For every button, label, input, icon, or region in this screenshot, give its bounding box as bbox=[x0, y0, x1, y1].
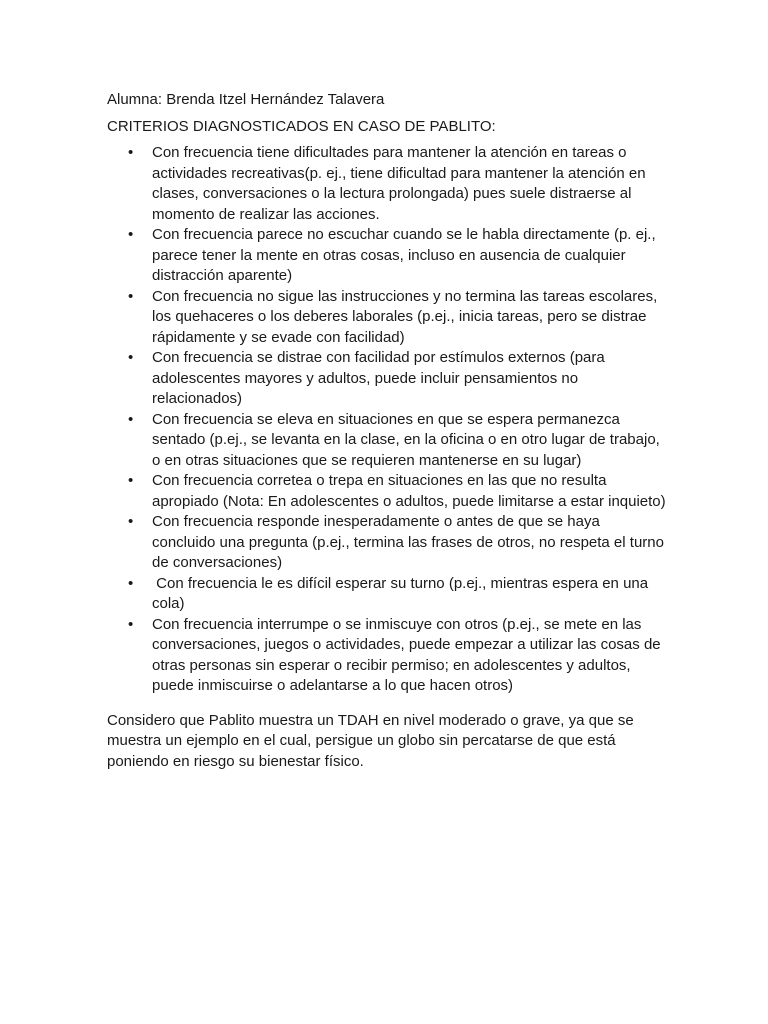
list-item bbox=[107, 574, 667, 615]
bullet-icon: • bbox=[128, 615, 134, 633]
list-item-text: Con frecuencia se eleva en situaciones en que se espera permanezca sentado (p.ej., se levanta en la clase, en la oficina o en otro lugar de trabajo, o en otras situaciones que se requieren mantenerse en su lugar) bbox=[152, 410, 660, 469]
list-item bbox=[107, 348, 667, 410]
bullet-icon: • bbox=[128, 349, 134, 366]
bullet-icon: • bbox=[128, 472, 134, 489]
list-item-text: Con frecuencia se distrae con facilidad por estímulos externos (para adolescentes mayores y adultos, puede incluir pensamientos no relacionados) bbox=[152, 349, 605, 407]
list-item-text: Con frecuencia corretea o trepa en situaciones en las que no resulta apropiado (Nota: En adolescentes o adultos, puede limitarse a estar inquieto) bbox=[152, 472, 666, 510]
list-item bbox=[107, 512, 667, 574]
conclusion-paragraph: Considero que Pablito muestra un TDAH en nivel moderado o grave, ya que se muestra un ejemplo en el cual, persigue un globo sin percatarse de que está poniendo en riesgo su bienestar físico. bbox=[107, 711, 634, 770]
list-item-text: Con frecuencia le es difícil esperar su turno (p.ej., mientras espera en una cola) bbox=[152, 574, 653, 612]
list-item bbox=[107, 410, 667, 472]
list-item-text: Con frecuencia parece no escuchar cuando se le habla directamente (p. ej., parece tener la mente en otras cosas, incluso en ausencia de cualquier distracción aparente) bbox=[152, 226, 656, 284]
list-item-text: Con frecuencia interrumpe o se inmiscuye con otros (p.ej., se mete en las conversaciones, juegos o actividades, puede empezar a utilizar las cosas de otras personas sin esperar o recibir permiso; en adolescentes y adultos, puede inmiscuirse o adelantarse a lo que hacen otros) bbox=[152, 615, 661, 694]
list-item bbox=[107, 615, 667, 697]
bullet-icon: • bbox=[128, 513, 134, 530]
list-item bbox=[107, 143, 667, 225]
list-item-text: Con frecuencia tiene dificultades para mantener la atención en tareas o actividades recreativas(p. ej., tiene dificultad para mantener la atención en clases, conversaciones o la lectura prolongada) pues suele distraerse al momento de realizar las acciones. bbox=[152, 144, 646, 223]
document-page bbox=[107, 90, 667, 772]
list-item-text: Con frecuencia responde inesperadamente o antes de que se haya concluido una pregunta (p.ej., termina las frases de otros, no respeta el turno de conversaciones) bbox=[152, 513, 664, 571]
bullet-icon: • bbox=[128, 226, 134, 243]
bullet-icon: • bbox=[128, 410, 134, 428]
list-item bbox=[107, 287, 667, 349]
list-item bbox=[107, 225, 667, 287]
bullet-icon: • bbox=[128, 574, 134, 592]
student-name-line: Alumna: Brenda Itzel Hernández Talavera bbox=[107, 91, 385, 108]
bullet-icon: • bbox=[128, 287, 134, 305]
bullet-icon: • bbox=[128, 144, 134, 161]
list-item bbox=[107, 471, 667, 512]
criteria-list bbox=[107, 143, 667, 697]
section-heading: CRITERIOS DIAGNOSTICADOS EN CASO DE PABLITO: bbox=[107, 117, 496, 135]
list-item-text: Con frecuencia no sigue las instrucciones y no termina las tareas escolares, los quehaceres o los deberes laborales (p.ej., inicia tareas, pero se distrae rápidamente y se evade con facilidad) bbox=[152, 287, 658, 346]
